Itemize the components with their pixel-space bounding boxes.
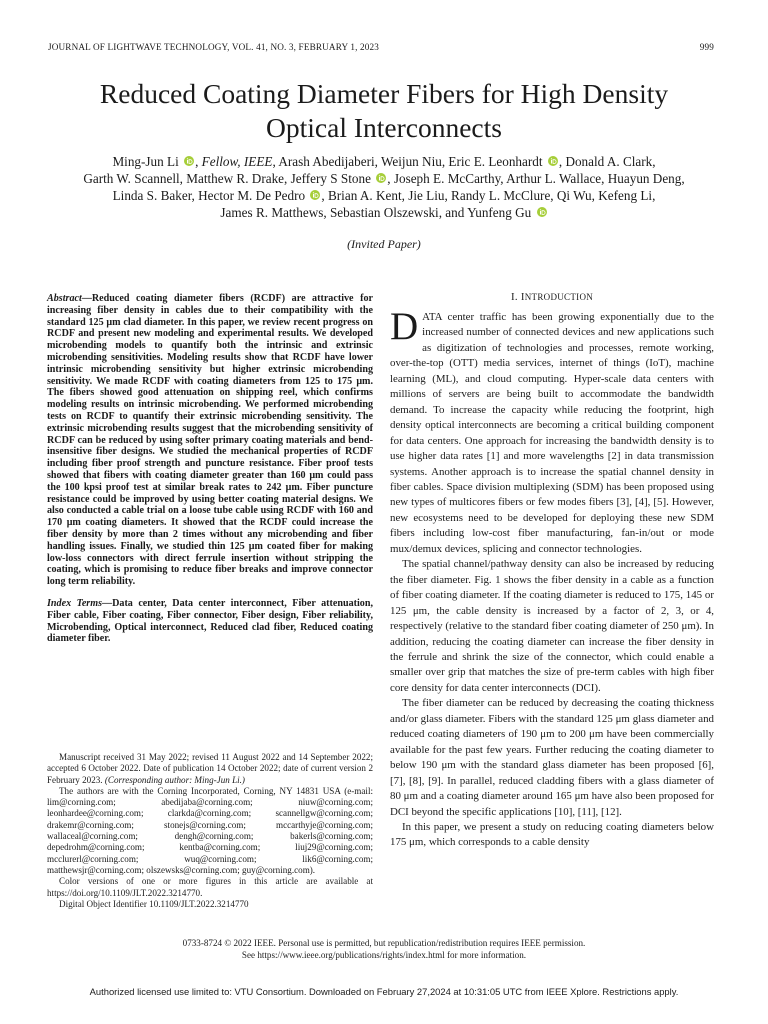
intro-paragraph-4: In this paper, we present a study on reducing coating diameters below 175 μm, which corresponds to a cable density [390, 820, 714, 849]
author-line-1: Ming-Jun Li , Fellow, IEEE, Arash Abedijaberi, Weijun Niu, Eric E. Leonhardt , Donald A. Clark, [112, 154, 656, 169]
author-role: Fellow, IEEE [201, 154, 273, 169]
left-column [47, 293, 373, 645]
abstract-text: —Reduced coating diameter fibers (RCDF) are attractive for increasing fiber density in cables due to their compatibility with the standard 125 μm clad diameter. In this paper, we review recent progress on RCDF and present new modeling and experimental results. We developed microbending models to quantify both the intrinsic and extrinsic microbending sensitivities. Modeling results show that RCDF have lower intrinsic microbending sensitivity but higher extrinsic microbending sensitivity. We made RCDF with coating diameters from 125 to 175 μm. The fibers showed good attenuation on shipping reel, which confirms modeling results on intrinsic microbending. We performed microbending tests on RCDF to quantify their extrinsic microbending sensitivity. The extrinsic microbending results suggest that the microbending sensitivity of RCDF can be reduced by using softer primary coating materials and bend-insensitive fiber designs. We studied the mechanical properties of RCDF including fiber proof strength and puncture resistance. Fiber proof tests showed that fibers with coating diameter greater than 160 μm could pass the 100 kpsi proof test at similar break rates to 242 μm. Fiber puncture resistance could be improved by using better coating material designs. We also conducted a cable trial on a loose tube cable using RCDF with 160 and 170 μm coating diameters. It showed that the RCDF could increase the fiber density by more than 2 times without any microbending and fiber handling issues. Finally, we studied thin 125 μm coated fiber for making low-loss connectors with direct ferrule insertion without stripping the coating, which is promising to reduce fiber breaks and improve connector long term reliability. [47, 293, 373, 588]
author-names: , Brian A. Kent, Jie Liu, Randy L. McClure, Qi Wu, Kefeng Li, [321, 188, 656, 203]
section-heading: I. INTRODUCTION [510, 291, 594, 303]
author-names: , Donald A. Clark, [558, 154, 656, 169]
paper-title [40, 77, 728, 145]
orcid-icon[interactable] [537, 207, 547, 217]
abstract [47, 293, 373, 588]
author-line-2 [40, 170, 728, 187]
footnote-manuscript: Manuscript received 31 May 2022; revised 11 August 2022 and 14 September 2022; accepted 6 October 2022. Date of publication 14 October 2022; date of current version 2 February 2023. (Corresponding author: Ming-Jun Li.) [47, 752, 373, 785]
rights-link[interactable]: See https://www.ieee.org/publications/rights/index.html for more information. [241, 950, 527, 960]
author-names: Garth W. Scannell, Matthew R. Drake, Jeffery S Stone [83, 171, 371, 186]
title-line-1: Reduced Coating Diameter Fibers for High Density [99, 78, 669, 109]
author-line-4 [40, 204, 728, 221]
page-number: 999 [699, 42, 714, 52]
journal-name: JOURNAL OF LIGHTWAVE TECHNOLOGY, VOL. 41, NO. 3, FEBRUARY 1, 2023 [48, 42, 379, 52]
drop-cap: D [390, 305, 419, 348]
index-terms-label: Index Terms [47, 597, 103, 609]
authorized-use-notice: Authorized licensed use limited to: VTU Consortium. Downloaded on February 27,2024 at 10:31:05 UTC from IEEE Xplore. Restrictions apply. [89, 986, 679, 997]
running-header [48, 42, 714, 56]
introduction-body [390, 305, 714, 851]
author-list [40, 153, 728, 221]
title-line-2: Optical Interconnects [266, 112, 502, 143]
corresponding-author: (Corresponding author: Ming-Jun Li.) [104, 774, 245, 785]
orcid-icon[interactable] [548, 156, 558, 166]
author-name: Ming-Jun Li [112, 154, 179, 169]
index-terms [47, 598, 373, 645]
footnote-doi: Digital Object Identifier 10.1109/JLT.2022.3214770 [59, 898, 249, 909]
author-names: , Arash Abedijaberi, Weijun Niu, Eric E. Leonhardt [272, 154, 543, 169]
intro-paragraph-2: The spatial channel/pathway density can also be increased by reducing the fiber diameter. Fig. 1 shows the fiber density in a cable as a function of fiber coating diameter. If the coating diameter is reduced to 175, 145 or 125 μm, the cable density is increased by a factor of 2, 3, or 4, respectively (relative to the standard fiber coating diameter of 250 μm). In addition, reducing the coating diameter can increase the fiber density in the ferrule and shrink the size of the connector, which could enable a smaller over grip that matches the size of pre-term cables with high fiber core density for data center interconnects (DCI). [390, 558, 714, 694]
orcid-icon[interactable] [376, 173, 386, 183]
orcid-icon[interactable] [184, 156, 194, 166]
author-line-3 [40, 187, 728, 204]
index-terms-text: —Data center, Data center interconnect, Fiber attenuation, Fiber cable, Fiber coating, Fiber connector, Fiber design, Fiber reliability, Microbending, Optical interconnect, Reduced clad fiber, Reduced coating diameter fiber. [47, 597, 373, 645]
abstract-label: Abstract [47, 293, 82, 304]
author-names: James R. Matthews, Sebastian Olszewski, and Yunfeng Gu [220, 205, 532, 220]
author-names: , Joseph E. McCarthy, Arthur L. Wallace, Huayun Deng, [387, 171, 685, 186]
right-column [390, 291, 714, 851]
author-names: Linda S. Baker, Hector M. De Pedro [112, 188, 306, 203]
footnote [47, 752, 373, 910]
footnote-color-versions: Color versions of one or more figures in this article are available at https://doi.org/10.1109/JLT.2022.3214770. [47, 876, 373, 898]
copyright-notice: 0733-8724 © 2022 IEEE. Personal use is permitted, but republication/redistribution requires IEEE permission. See https://www.ieee.org/publications/rights/index.html for more information. [40, 937, 728, 961]
footnote-affiliation: The authors are with the Corning Incorporated, Corning, NY 14831 USA (e-mail: lim@corning.com; abedijaba@corning.com; niuw@corning.com; leonhardee@corning.com; clarkda@corning.com; scannellgw@corning.com; drakemr@corning.com; stonejs@corning.com; mccarthyje@corning.com; wallaceal@corning.com; dengh@corning.com; bakerls@corning.com; depedrohm@corning.com; kentba@corning.com; liuj29@corning.com; mcclurerl@corning.com; wuq@corning.com; lik6@corning.com; matthewsjr@corning.com; olszewsks@corning.com; guy@corning.com). [47, 785, 373, 875]
invited-paper-label: (Invited Paper) [347, 237, 421, 251]
intro-paragraph-3: The fiber diameter can be reduced by decreasing the coating thickness and/or glass diameter. Fibers with the standard 125 μm glass diameter and reduced coating diameters of 190 μm to 200 μm have been commercially available for the past few years. Further reducing the coating diameter to below 190 μm with the standard glass diameter has been proposed [6], [7], [8], [9]. In parallel, reduced cladding fibers with a glass diameter of 80 μm and a coating diameter around 165 μm have also been proposed for DCI beyond the specific applications [10], [11], [12]. [390, 697, 714, 818]
orcid-icon[interactable] [310, 190, 320, 200]
intro-paragraph-1: DATA center traffic has been growing exponentially due to the increased number of connected devices and new applications such as digitization of technologies and processes, remote working, over-the-top (OTT) media services, internet of things (IoT), machine learning (ML), and cloud computing. Hyper-scale data centers with millions of servers are being built to accommodate the bandwidth demand. To increase the capacity while reducing the footprint, high density optical interconnects are becoming a critical building component for data centers. One approach for increasing the bandwidth density is to use higher data rates [1] and more wavelengths [2] in data transmission systems. Another approach is to increase the spatial channel density in fiber cables. Space division multiplexing (SDM) has been proposed using new types of multicores fibers or few modes fibers [3], [4], [5]. However, new ecosystems need to be developed for deploying these new SDM fibers including low-cost fiber manufacturing, fan-in/out or mode mux/demux devices, splicing and connector technologies. [390, 305, 714, 555]
